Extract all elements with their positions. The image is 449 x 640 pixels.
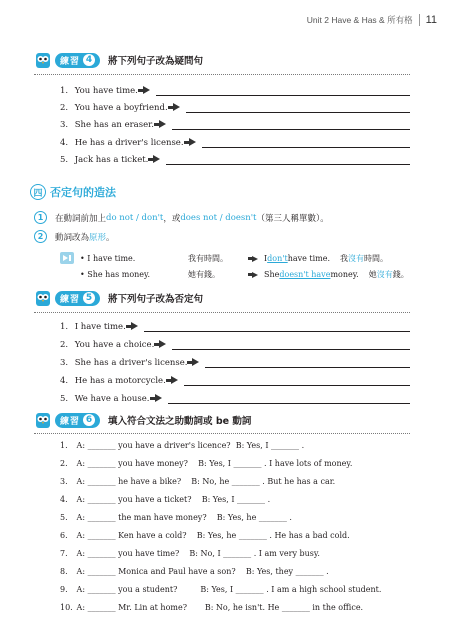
example-row: • I have time. 我有時間。 <box>80 254 228 263</box>
exercise-4-title <box>34 51 203 69</box>
arrow-right-icon <box>192 358 199 366</box>
exercise-label: 練習 6 <box>55 413 100 428</box>
page-header <box>307 14 437 26</box>
sentence: She has an eraser. <box>74 120 154 130</box>
exercise-4-item: 1. You have time. <box>60 84 410 96</box>
exercise-4-item: 2. You have a boyfriend. <box>60 101 410 113</box>
arrow-right-icon <box>171 376 178 384</box>
sentence: Jack has a ticket. <box>74 155 149 165</box>
answer-line[interactable] <box>172 340 410 350</box>
answer-line[interactable] <box>166 155 410 165</box>
exercise-badge <box>34 290 100 307</box>
owl-icon <box>34 412 52 429</box>
arrow-right-icon <box>143 86 150 94</box>
dotted-divider <box>34 433 410 434</box>
exercise-4-item: 3. She has an eraser. <box>60 118 410 130</box>
exercise-4-item: 5. Jack has a ticket. <box>60 153 410 165</box>
exercise-6-item: 8. A: _______ Monica and Paul have a son? B: Yes, they _______ . <box>60 567 329 576</box>
answer-line[interactable] <box>205 358 410 368</box>
section-heading <box>30 184 116 200</box>
rule-item: 2 動詞改為 原形 。 <box>34 230 115 243</box>
sentence: You have a boyfriend. <box>74 103 168 113</box>
owl-icon <box>34 52 52 69</box>
exercise-label: 練習 4 <box>55 53 100 68</box>
exercise-6-item: 2. A: _______ you have money? B: Yes, I _______ . I have lots of money. <box>60 459 353 468</box>
owl-icon <box>34 290 52 307</box>
exercise-badge <box>34 52 100 69</box>
answer-line[interactable] <box>168 394 411 404</box>
section-title: 否定句的造法 <box>50 186 116 199</box>
sentence: We have a house. <box>74 394 150 404</box>
arrow-right-icon <box>159 340 166 348</box>
exercise-5-item: 1. I have time. <box>60 320 410 332</box>
exercise-5-item: 2. You have a choice. <box>60 338 410 350</box>
exercise-instruction: 將下列句子改為疑問句 <box>108 56 204 67</box>
exercise-6-item: 10. A: _______ Mr. Lin at home? B: No, he isn't. He _______ in the office. <box>60 603 364 612</box>
arrow-right-icon <box>252 272 258 278</box>
exercise-4-item: 4. He has a driver's license. <box>60 136 410 148</box>
exercise-number: 6 <box>83 414 95 426</box>
arrow-right-icon <box>159 120 166 128</box>
rule-item: 1 在動詞前加上 do not / don't ，或 does not / doesn't （第三人稱單數）。 <box>34 211 329 224</box>
sentence: He has a motorcycle. <box>74 376 166 386</box>
rule-number: 2 <box>34 230 47 243</box>
header-divider <box>419 14 420 26</box>
sentence: You have a choice. <box>74 340 155 350</box>
example-negative: She doesn't have money. 她沒有錢。 <box>252 269 409 280</box>
exercise-5-title <box>34 289 203 307</box>
exercise-6-item: 1. A: _______ you have a driver's licence? B: Yes, I _______ . <box>60 441 305 450</box>
arrow-right-icon <box>153 155 160 163</box>
exercise-number: 5 <box>83 292 95 304</box>
exercise-6-item: 7. A: _______ you have time? B: No, I _______ . I am very busy. <box>60 549 320 558</box>
example-row: • She has money. 她有錢。 <box>80 270 220 279</box>
answer-line[interactable] <box>172 120 410 130</box>
example-icon <box>60 252 74 264</box>
dotted-divider <box>34 74 410 75</box>
answer-line[interactable] <box>184 376 410 386</box>
arrow-right-icon <box>155 394 162 402</box>
exercise-badge <box>34 412 100 429</box>
exercise-6-item: 4. A: _______ you have a ticket? B: Yes, I _______ . <box>60 495 271 504</box>
arrow-right-icon <box>173 103 180 111</box>
exercise-5-item: 4. He has a motorcycle. <box>60 374 410 386</box>
sentence: He has a driver's license. <box>74 138 184 148</box>
unit-title: Unit 2 Have & Has & 所有格 <box>306 15 413 25</box>
exercise-6-item: 9. A: _______ you a student? B: Yes, I _______ . I am a high school student. <box>60 585 382 594</box>
answer-line[interactable] <box>156 86 410 96</box>
page-number: 11 <box>425 14 437 26</box>
arrow-right-icon <box>252 256 258 262</box>
exercise-6-item: 3. A: _______ he have a bike? B: No, he _______ . But he has a car. <box>60 477 336 486</box>
answer-line[interactable] <box>144 322 410 332</box>
arrow-right-icon <box>131 322 138 330</box>
exercise-instruction: 將下列句子改為否定句 <box>108 294 204 305</box>
sentence: You have time. <box>74 86 138 96</box>
rule-number: 1 <box>34 211 47 224</box>
exercise-instruction: 填入符合文法之助動詞或 be 動詞 <box>108 416 252 427</box>
answer-line[interactable] <box>186 103 410 113</box>
exercise-5-item: 3. She has a driver's license. <box>60 356 410 368</box>
exercise-number: 4 <box>83 54 95 66</box>
exercise-6-item: 5. A: _______ the man have money? B: Yes, he _______ . <box>60 513 292 522</box>
example-negative: I don't have time. 我沒有時間。 <box>252 253 388 264</box>
exercise-label: 練習 5 <box>55 291 100 306</box>
arrow-right-icon <box>189 138 196 146</box>
exercise-6-item: 6. A: _______ Ken have a cold? B: Yes, he _______ . He has a bad cold. <box>60 531 350 540</box>
exercise-6-title <box>34 411 251 429</box>
exercise-5-item: 5. We have a house. <box>60 392 410 404</box>
section-number: 四 <box>30 184 46 200</box>
sentence: I have time. <box>74 322 126 332</box>
answer-line[interactable] <box>202 138 410 148</box>
sentence: She has a driver's license. <box>74 358 188 368</box>
dotted-divider <box>34 312 410 313</box>
